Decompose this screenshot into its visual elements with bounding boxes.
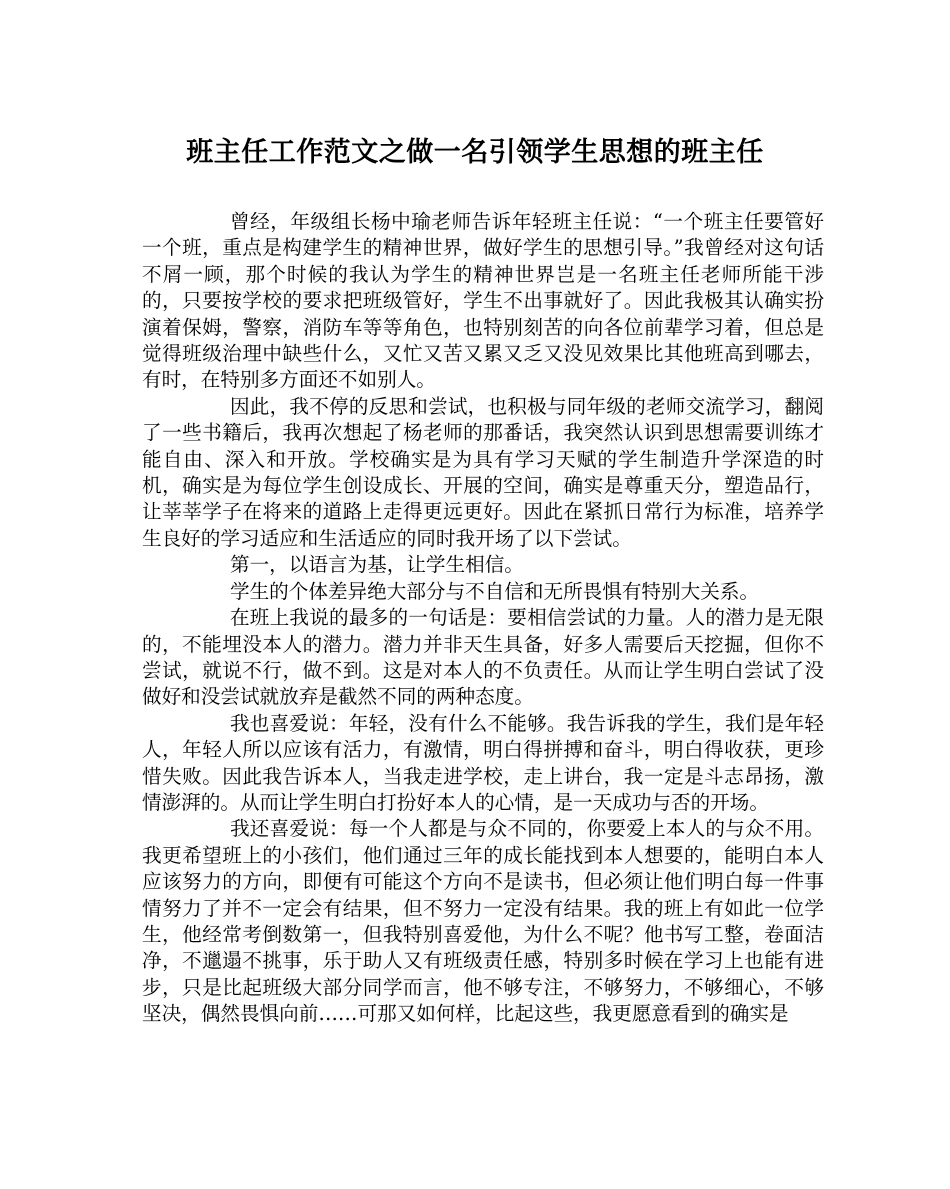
paragraph: 我也喜爱说：年轻，没有什么不能够。我告诉我的学生，我们是年轻人，年轻人所以应该有活力，有激情，明白得拼搏和奋斗，明白得收获，更珍惜失败。因此我告诉本人，当我走进学校，走上讲台，我一定是斗志昂扬，激情澎湃的。从而让学生明白打扮好本人的心情，是一天成功与否的开场。 (142, 711, 824, 814)
paragraph: 在班上我说的最多的一句话是：要相信尝试的力量。人的潜力是无限的，不能埋没本人的潜力。潜力并非天生具备，好多人需要后天挖掘，但你不尝试，就说不行，做不到。这是对本人的不负责任。从而让学生明白尝试了没做好和没尝试就放弃是截然不同的两种态度。 (142, 606, 824, 709)
paragraph: 第一，以语言为基，让学生相信。 (230, 553, 524, 577)
paragraph: 因此，我不停的反思和尝试，也积极与同年级的老师交流学习，翻阅了一些书籍后，我再次想起了杨老师的那番话，我突然认识到思想需要训练才能自由、深入和开放。学校确实是为具有学习天赋的学生制造升学深造的时机，确实是为每位学生创设成长、开展的空间，确实是尊重天分，塑造品行，让莘莘学子在将来的道路上走得更远更好。因此在紧抓日常行为标准，培养学生良好的学习适应和生活适应的同时我开场了以下尝试。 (142, 394, 824, 550)
document-title: 班主任工作范文之做一名引领学生思想的班主任 (186, 137, 764, 168)
document-body (142, 209, 824, 1028)
paragraph: 曾经，年级组长杨中瑜老师告诉年轻班主任说：“一个班主任要管好一个班，重点是构建学生的精神世界，做好学生的思想引导。”我曾经对这句话不屑一顾，那个时候的我认为学生的精神世界岂是一名班主任老师所能干涉的，只要按学校的要求把班级管好，学生不出事就好了。因此我极其认确实扮演着保姆，警察，消防车等等角色，也特别刻苦的向各位前辈学习着，但总是觉得班级治理中缺些什么，又忙又苦又累又乏又没见效果比其他班高到哪去，有时，在特别多方面还不如别人。 (142, 210, 824, 392)
paragraph: 我还喜爱说：每一个人都是与众不同的，你要爱上本人的与众不用。我更希望班上的小孩们，他们通过三年的成长能找到本人想要的，能明白本人应该努力的方向，即便有可能这个方向不是读书，但必须让他们明白每一件事情努力了并不一定会有结果，但不努力一定没有结果。我的班上有如此一位学生，他经常考倒数第一，但我特别喜爱他，为什么不呢？他书写工整，卷面洁净，不邋遢不挑事，乐于助人又有班级责任感，特别多时候在学习上也能有进步，只是比起班级大部分同学而言，他不够专注，不够努力，不够细心，不够坚决，偶然畏惧向前……可那又如何样，比起这些，我更愿意看到的确实是 (142, 817, 824, 1026)
paragraph: 学生的个体差异绝大部分与不自信和无所畏惧有特别大关系。 (230, 579, 760, 603)
